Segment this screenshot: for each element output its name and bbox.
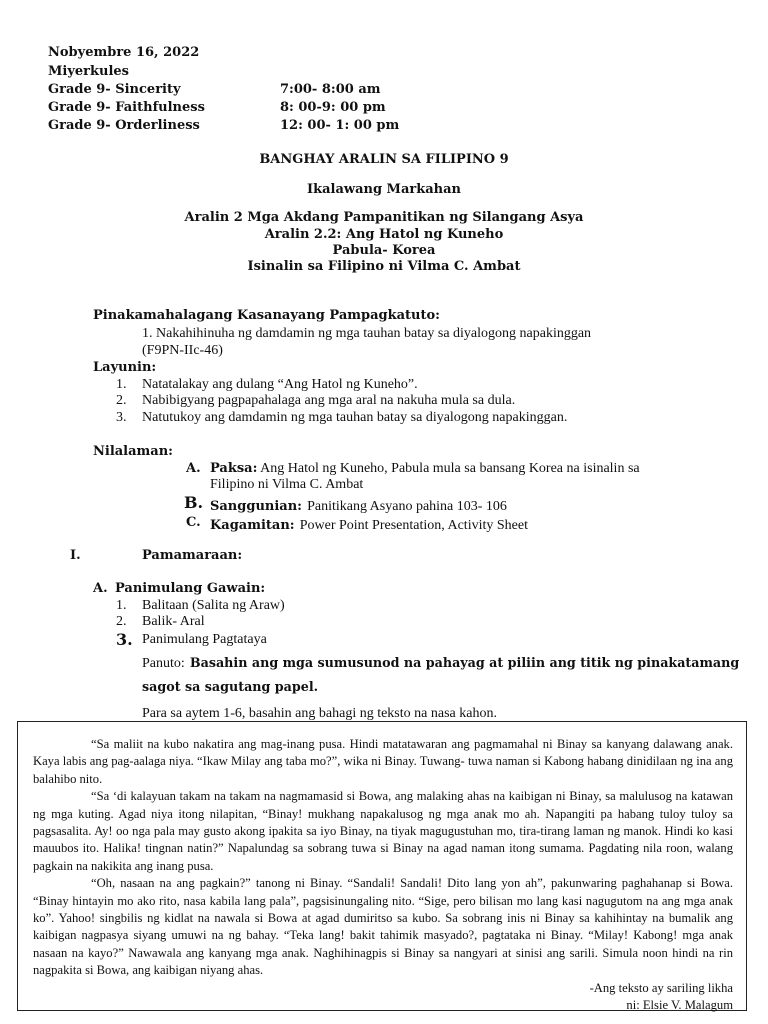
content-letter-b: B. [184,493,204,512]
content-sanggunian [210,495,507,515]
procedure-item-2: Balik- Aral [142,614,205,629]
story-paragraph-3: “Oh, nasaan na ang pagkain?” tanong ni Binay. “Sandali! Sandali! Dito lang yon ah”, pakunwaring paghahanap si Bowa. “Binay hintayin mo ako rito, nasa kabila lang pala”, pagsisinungaling nito. “Sige, pero bilisan mo lang kasi nagugutom na ang mga anak ko”. Yahoo! singbilis ng kidlat na nawala si Bowa at agad dumiritso sa kubo. Sa sobrang inis ni Binay sa kahihintay na bumalik ang kaibigan nagpasya siyang umuwi na ng bahay. “Teka lang! bakit tahimik masyado?, pagtataka ni Binay. “Milay! Kabong! mga anak nasaan na kayo?” Nawawala ang kanyang mga anak. Naghihinagpis si Binay sa nangyari at sinisi ang sarili. Simula noon hindi na rin nagpakita si Bowa, ang kaibigan niyang ahas. [33,876,733,978]
procedure-roman: I. [70,548,81,563]
lesson-day: Miyerkules [48,64,129,79]
panuto-text-1: Basahin ang mga sumusunod na pahayag at piliin ang titik ng pinakatamang [189,655,740,670]
quarter-title: Ikalawang Markahan [307,182,461,197]
schedule-section-3: Grade 9- Orderliness [48,118,200,133]
paksa-label: Paksa: [210,461,258,476]
kagamitan-label: Kagamitan: [210,518,295,533]
content-letter-c: C. [186,515,201,530]
paksa-text: Ang Hatol ng Kuneho, Pabula mula sa bansang Korea na isinalin sa [260,461,640,476]
sanggunian-text: Panitikang Asyano pahina 103- 106 [307,499,507,514]
schedule-section-2: Grade 9- Faithfulness [48,100,205,115]
objective-item-2: Nabibigyang pagpapahalaga ang mga aral na nakuha mula sa dula. [142,393,516,408]
procedure-item-3: Panimulang Pagtataya [142,632,267,647]
box-instruction: Para sa aytem 1-6, basahin ang bahagi ng teksto na nasa kahon. [142,706,497,721]
schedule-time-2: 8: 00-9: 00 pm [280,100,386,115]
story-signature-2: ni: Elsie V. Malagum [626,998,733,1013]
story-signature-1: -Ang teksto ay sariling likha [589,980,733,995]
content-kagamitan [210,514,528,534]
document-title: BANGHAY ARALIN SA FILIPINO 9 [259,152,509,167]
sanggunian-label: Sanggunian: [210,499,302,514]
schedule-time-3: 12: 00- 1: 00 pm [280,118,400,133]
lesson-line-3: Pabula- Korea [332,243,436,258]
story-text [33,736,733,1015]
objective-number-1: 1. [116,377,127,392]
schedule-section-1: Grade 9- Sincerity [48,82,181,97]
kagamitan-text: Power Point Presentation, Activity Sheet [299,518,528,533]
lesson-line-4: Isinalin sa Filipino ni Vilma C. Ambat [247,259,521,274]
objective-number-3: 3. [116,410,127,425]
procedure-number-3: 3. [116,630,133,649]
content-paksa [210,460,724,477]
paksa-text-line-2: Filipino ni Vilma C. Ambat [210,477,364,492]
schedule-time-1: 7:00- 8:00 am [280,82,381,97]
competency-code: (F9PN-IIc-46) [142,343,223,358]
procedure-heading: Pamamaraan: [142,548,243,563]
content-letter-a: A. [186,461,201,476]
procedure-number-1: 1. [116,598,127,613]
procedure-sub-letter: A. [93,581,108,596]
story-box [17,721,747,1011]
objectives-heading: Layunin: [93,360,157,375]
story-paragraph-2: “Sa ‘di kalayuan takam na takam na nagmamasid si Bowa, ang malaking ahas na kaibigan ni Binay, sa malulusog na katawan ng mga kuting. Agad niya itong nilapitan, “Binay! mukhang napakalusog ng mga anak mo ah. Napangiti pa habang tuloy tuloy sa pagsasalita. Ay! oo nga pala may gusto akong ipakita sa iyo Binay, na tiyak magugustuhan mo, tira-tirang laman ng manok. Hindi ko kasi mauubos ito. Halika! tingnan natin?” Napalundag sa sobrang tuwa si Binay na agad naman itong sumama. Pagdating nila roon, walang pagkain na nakikita ang inang pusa. [33,789,733,873]
competency-item: 1. Nakahihinuha ng damdamin ng mga tauhan batay sa diyalogong napakinggan [142,326,592,341]
panuto-label: Panuto: [142,656,185,671]
lesson-line-2: Aralin 2.2: Ang Hatol ng Kuneho [264,227,504,242]
lesson-line-1: Aralin 2 Mga Akdang Pampanitikan ng Silangang Asya [184,210,584,225]
objective-number-2: 2. [116,393,127,408]
objective-item-1: Natatalakay ang dulang “Ang Hatol ng Kuneho”. [142,377,418,392]
panuto-block [142,651,748,698]
lesson-date: Nobyembre 16, 2022 [48,45,200,60]
competency-heading: Pinakamahalagang Kasanayang Pampagkatuto: [93,308,440,323]
procedure-number-2: 2. [116,614,127,629]
procedure-item-1: Balitaan (Salita ng Araw) [142,598,285,613]
content-heading: Nilalaman: [93,444,173,459]
procedure-sub-heading: Panimulang Gawain: [115,581,266,596]
objective-item-3: Natutukoy ang damdamin ng mga tauhan batay sa diyalogong napakinggan. [142,410,568,425]
story-paragraph-1: “Sa maliit na kubo nakatira ang mag-inang pusa. Hindi matatawaran ang pagmamahal ni Binay sa kanyang dalawang anak. Kaya labis ang pag-aalaga niya. “Ikaw Milay ang taba mo?”, wika ni Binay. Tuwang- tuwa naman si Kabong habang dinidilaan ng ina ang balahibo nito. [33,737,733,786]
panuto-text-2: sagot sa sagutang papel. [142,679,319,694]
